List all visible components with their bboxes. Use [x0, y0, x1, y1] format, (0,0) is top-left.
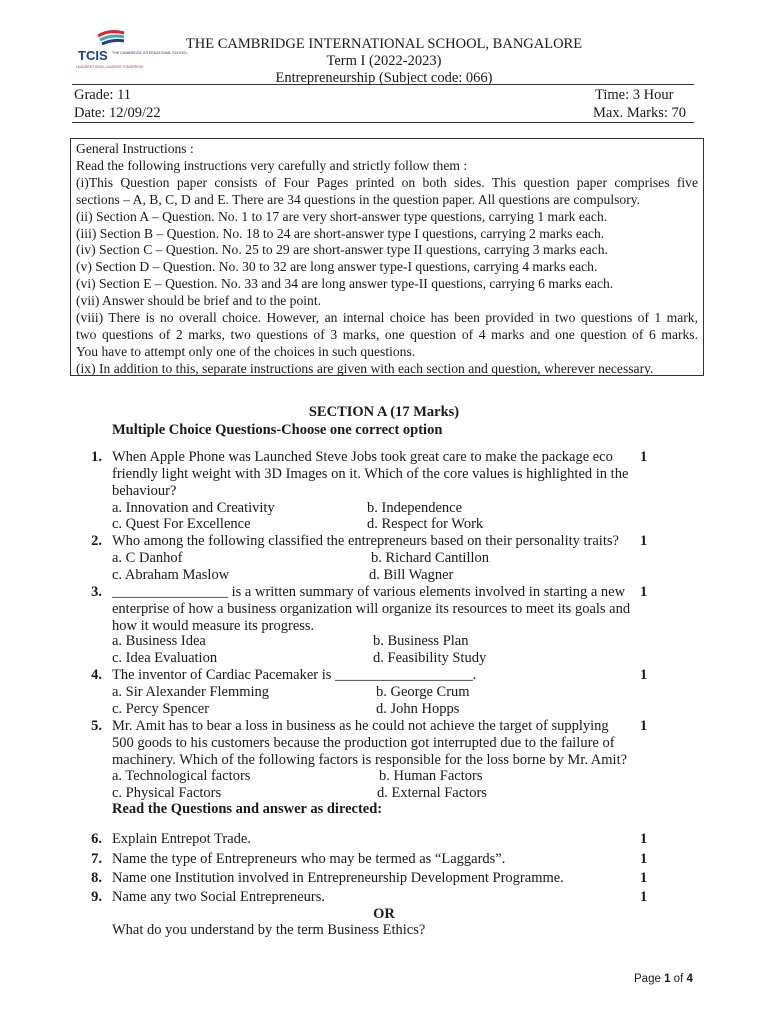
question-text: The inventor of Cardiac Pacemaker is ___________________. — [112, 667, 477, 683]
question-text: Mr. Amit has to bear a loss in business as he could not achieve the target of supplying 500 goods to his customers because the production got interrupted due to the failure of machinery. Which of the following factors is responsible for the loss borne by Mr. Amit? — [112, 718, 628, 768]
instructions-title: General Instructions : — [76, 141, 194, 156]
general-instructions — [70, 138, 704, 376]
instruction-i-line2: sections – A, B, C, D and E. There are 34 questions in the question paper. All questions are compulsory. — [76, 191, 641, 207]
option-c: c. Quest For Excellence — [112, 516, 251, 532]
section-a-subtitle: Multiple Choice Questions-Choose one correct option — [112, 422, 443, 438]
question-number: 5. — [91, 718, 102, 734]
option-a: a. Business Idea — [112, 633, 206, 649]
page-footer — [634, 973, 693, 985]
footer-total-pages: 4 — [686, 973, 693, 985]
option-d: d. External Factors — [377, 785, 487, 801]
or-label: OR — [373, 906, 395, 922]
option-a: a. Sir Alexander Flemming — [112, 684, 270, 700]
question-alternative-text: What do you understand by the term Business Ethics? — [112, 922, 426, 938]
option-a: a. Innovation and Creativity — [112, 500, 275, 516]
instruction-viii-line2: two questions of 2 marks, two questions of 3 marks, one question of 4 marks and one question of 6 marks. — [76, 326, 698, 342]
instruction-v: (v) Section D – Question. No. 30 to 32 are long answer type-I questions, carrying 4 marks each. — [76, 259, 598, 275]
option-b: b. George Crum — [376, 684, 470, 700]
question-mark: 1 — [640, 449, 648, 465]
school-name: THE CAMBRIDGE INTERNATIONAL SCHOOL, BANGALORE — [185, 36, 583, 52]
question-mark: 1 — [640, 667, 648, 683]
option-c: c. Abraham Maslow — [112, 567, 230, 583]
option-b: b. Independence — [367, 500, 463, 516]
instruction-ix: (ix) In addition to this, separate instructions are given with each section and question, wherever necessary. — [76, 360, 654, 376]
question-text: ________________ is a written summary of various elements involved in starting a new enterprise of how a business organization will organize its resources to meet its goals and how it would measure its progress. — [112, 584, 631, 634]
footer-of-label: of — [673, 973, 684, 985]
option-a: a. C Danhof — [112, 550, 183, 566]
option-c: c. Percy Spencer — [112, 701, 210, 717]
question-text: Explain Entrepot Trade. — [112, 831, 251, 847]
header-rule-top — [72, 84, 694, 85]
instruction-ii: (ii) Section A – Question. No. 1 to 17 are very short-answer type questions, carrying 1 mark each. — [76, 208, 608, 224]
directed-instruction: Read the Questions and answer as directed: — [112, 801, 383, 817]
instruction-viii-line1: (viii) There is no overall choice. However, an internal choice has been provided in two questions of 1 mark, — [76, 310, 698, 326]
question-number: 6. — [91, 831, 102, 847]
question-number: 8. — [91, 870, 102, 886]
instructions-intro: Read the following instructions very carefully and strictly follow them : — [76, 157, 468, 173]
question-number: 7. — [91, 851, 102, 867]
time: Time: 3 Hour — [595, 87, 674, 103]
option-d: d. Bill Wagner — [369, 567, 454, 583]
option-c: c. Physical Factors — [112, 785, 222, 801]
question-text: When Apple Phone was Launched Steve Jobs took great care to make the package eco friendly light weight with 3D Images on it. Which of the core values is highlighted in the behaviour? — [112, 449, 629, 499]
section-a-title: SECTION A (17 Marks) — [308, 404, 460, 420]
question-mark: 1 — [640, 533, 648, 549]
footer-current-page: 1 — [664, 973, 671, 985]
question-text: Who among the following classified the entrepreneurs based on their personality traits? — [112, 533, 619, 549]
question-mark: 1 — [640, 718, 648, 734]
instruction-i-line1: (i)This Question paper consists of Four Pages printed on both sides. This question paper comprises five — [76, 174, 698, 190]
option-a: a. Technological factors — [112, 768, 251, 784]
term: Term I (2022-2023) — [326, 53, 442, 69]
option-b: b. Richard Cantillon — [371, 550, 489, 566]
option-d: d. Feasibility Study — [373, 650, 487, 666]
question-mark: 1 — [640, 584, 648, 600]
question-text: Name the type of Entrepreneurs who may be termed as “Laggards”. — [112, 851, 506, 867]
question-text: Name any two Social Entrepreneurs. — [112, 889, 325, 905]
option-b: b. Business Plan — [373, 633, 469, 649]
header-rule-bottom — [72, 122, 694, 123]
question-number: 3. — [91, 584, 102, 600]
option-c: c. Idea Evaluation — [112, 650, 218, 666]
instruction-vi: (vi) Section E – Question. No. 33 and 34 are long answer type-II questions, carrying 6 marks each. — [76, 276, 614, 292]
logo-side-text: THE CAMBRIDGE INTERNATIONAL SCHOOL — [112, 51, 188, 55]
question-number: 9. — [91, 889, 102, 905]
question-number: 4. — [91, 667, 102, 683]
question-mark: 1 — [640, 831, 648, 847]
question-text: Name one Institution involved in Entrepreneurship Development Programme. — [112, 870, 564, 886]
question-mark: 1 — [640, 870, 648, 886]
instruction-iv: (iv) Section C – Question. No. 25 to 29 are short-answer type II questions, carrying 3 marks each. — [76, 242, 608, 258]
option-d: d. Respect for Work — [367, 516, 484, 532]
date: Date: 12/09/22 — [74, 105, 161, 121]
question-mark: 1 — [640, 889, 648, 905]
instruction-viii-line3: You have to attempt only one of the choices in such questions. — [76, 343, 416, 359]
grade: Grade: 11 — [74, 87, 132, 103]
option-d: d. John Hopps — [376, 701, 460, 717]
logo-tagline: LEADERS TODAY, LEADERS TOMORROW — [76, 65, 144, 69]
option-b: b. Human Factors — [379, 768, 483, 784]
footer-page-label: Page — [634, 973, 661, 985]
instruction-vii: (vii) Answer should be brief and to the point. — [76, 293, 322, 309]
question-mark: 1 — [640, 851, 648, 867]
instruction-iii: (iii) Section B – Question. No. 18 to 24 are short-answer type I questions, carrying 2 marks each. — [76, 225, 605, 241]
subject: Entrepreneurship (Subject code: 066) — [275, 70, 493, 86]
question-number: 1. — [91, 449, 102, 465]
question-number: 2. — [91, 533, 102, 549]
max-marks: Max. Marks: 70 — [593, 105, 687, 121]
logo-text: TCIS — [78, 48, 108, 63]
